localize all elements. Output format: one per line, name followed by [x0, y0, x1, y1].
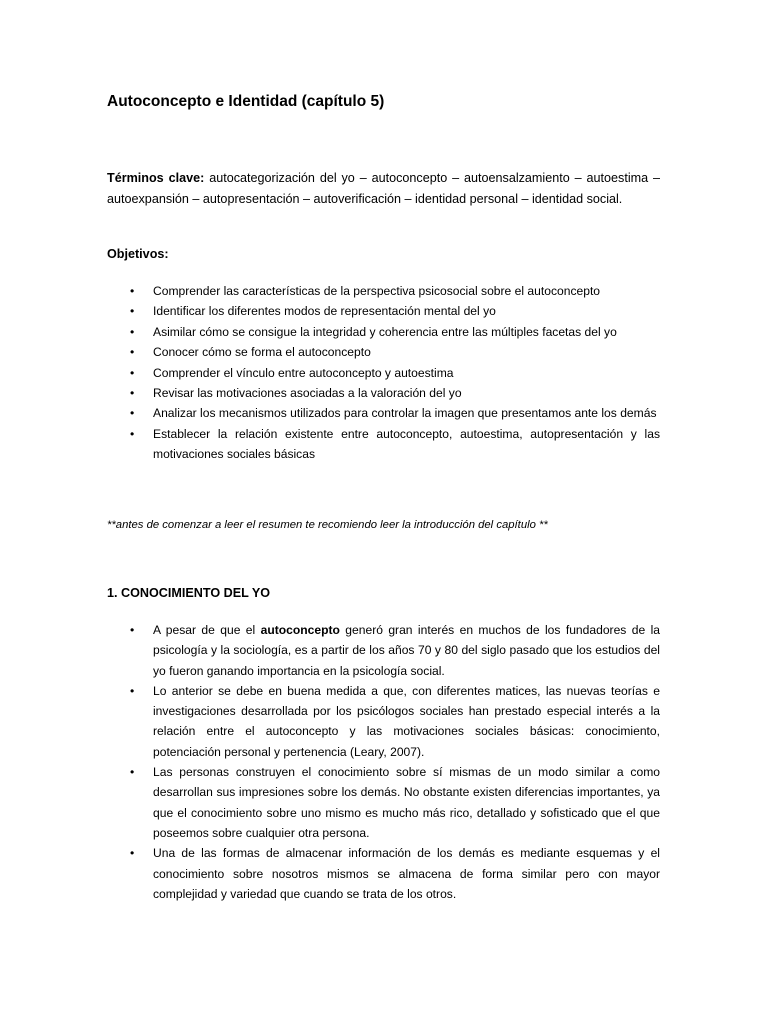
bullet-icon: • — [130, 426, 135, 441]
section-item — [107, 681, 660, 762]
objective-item — [107, 403, 660, 423]
section-item-text: Una de las formas de almacenar información de los demás es mediante esquemas y el conocimiento sobre nosotros mismos se almacena de forma similar pero con mayor complejidad y variedad que cuando se trata de los otros. — [153, 846, 660, 901]
section-bullet-list — [107, 620, 660, 904]
bullet-icon: • — [130, 765, 135, 780]
objective-item — [107, 281, 660, 301]
objective-text: Identificar los diferentes modos de representación mental del yo — [153, 304, 496, 319]
section-item — [107, 620, 660, 681]
objective-text: Comprender las características de la perspectiva psicosocial sobre el autoconcepto — [153, 284, 601, 298]
bullet-icon: • — [130, 683, 135, 698]
bullet-icon: • — [130, 284, 135, 298]
bullet-icon: • — [130, 386, 135, 401]
section-item-text: Las personas construyen el conocimiento sobre sí mismas de un modo similar a como desarrollan sus impresiones sobre los demás. No obstante existen diferencias importantes, ya que el conocimiento sobre uno mismo es mucho más rico, detallado y sofisticado que el que poseemos sobre cualquier otra persona. — [153, 765, 660, 840]
section-item-text-pre: A pesar de que el — [153, 623, 261, 637]
reading-note: **antes de comenzar a leer el resumen te recomiendo leer la introducción del capítulo ** — [107, 519, 548, 531]
objective-item — [107, 424, 660, 465]
objective-text: Comprender el vínculo entre autoconcepto y autoestima — [153, 365, 454, 380]
bullet-icon: • — [130, 406, 135, 421]
objective-text: Asimilar cómo se consigue la integridad y coherencia entre las múltiples facetas del yo — [153, 324, 617, 339]
section-item — [107, 843, 660, 904]
section-item — [107, 762, 660, 843]
section-item-text: Lo anterior se debe en buena medida a que, con diferentes matices, las nuevas teorías e investigaciones desarrollada por los psicólogos sociales han prestado especial interés a la relación entre el autoconcepto y las motivaciones sociales básicas: conocimiento, potenciación personal y pertenencia (Leary, 2007). — [153, 683, 660, 759]
objective-text: Revisar las motivaciones asociadas a la valoración del yo — [153, 386, 462, 401]
objective-item — [107, 301, 660, 321]
objective-text: Conocer cómo se forma el autoconcepto — [153, 345, 371, 360]
section-item-text-post: generó gran interés en muchos de los fundadores de la psicología y la sociología, es a partir de los años 70 y 80 del siglo pasado que los estudios del yo fueron ganando importancia en la psicología social. — [153, 623, 660, 678]
objective-item — [107, 363, 660, 383]
bullet-icon: • — [130, 365, 135, 380]
key-terms-text: autocategorización del yo – autoconcepto – autoensalzamiento – autoestima – autoexpansión – autopresentación – autoverificación – identidad personal – identidad social. — [107, 171, 661, 206]
objective-text: Analizar los mecanismos utilizados para controlar la imagen que presentamos ante los demás — [153, 406, 657, 421]
bullet-icon: • — [130, 304, 135, 319]
bullet-icon: • — [130, 846, 135, 861]
key-terms-label: Términos clave: — [107, 171, 205, 185]
objectives-list — [107, 281, 660, 465]
bullet-icon: • — [130, 324, 135, 339]
objectives-heading: Objetivos: — [107, 247, 169, 261]
bullet-icon: • — [130, 345, 135, 360]
bullet-icon: • — [130, 623, 135, 637]
objective-item — [107, 322, 660, 342]
page-title: Autoconcepto e Identidad (capítulo 5) — [107, 93, 385, 110]
section-item-bold-term: autoconcepto — [260, 623, 340, 637]
objective-text: Establecer la relación existente entre autoconcepto, autoestima, autopresentación y las motivaciones sociales básicas — [153, 426, 660, 462]
key-terms-paragraph — [107, 168, 660, 209]
objective-item — [107, 383, 660, 403]
objective-item — [107, 342, 660, 362]
section-heading: 1. CONOCIMIENTO DEL YO — [107, 586, 271, 600]
